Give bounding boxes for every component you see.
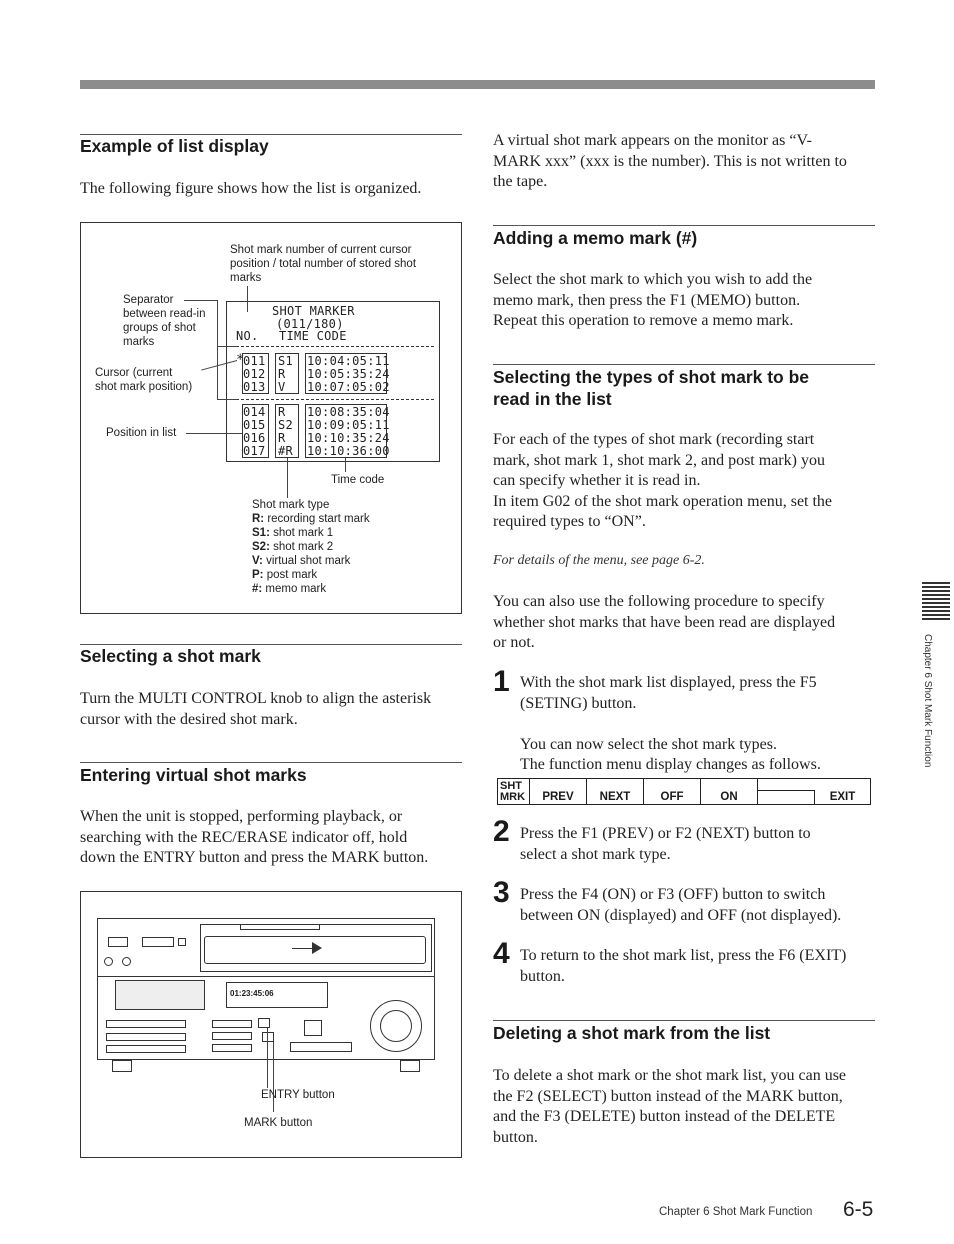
callout-cursor: Cursor (current shot mark position) — [95, 367, 193, 393]
screen-col-tc: TIME CODE — [279, 329, 347, 343]
section-rule — [493, 225, 875, 226]
device-time-code: 01:23:45:06 — [230, 989, 274, 998]
types-paragraph: For each of the types of shot mark (recording start mark, shot mark 1, shot mark 2, and post mark) you can specify whether it is read in. In item G02 of the shot mark operation menu, set the required types to “ON”. — [493, 431, 833, 530]
screen-col-no: NO. — [236, 329, 259, 343]
menu-reference-note: For details of the menu, see page 6-2. — [493, 553, 705, 568]
row-no: 011 — [243, 354, 266, 368]
screen-title: SHOT MARKER — [272, 304, 355, 318]
row-type: R — [278, 431, 286, 445]
step-number: 3 — [493, 876, 510, 909]
step-4-text: To return to the shot mark list, press the F6 (EXIT) button. — [520, 947, 847, 985]
menu-item-f2: NEXT — [587, 779, 644, 804]
callout-time-code: Time code — [331, 474, 385, 486]
menu-title: SHT MRK — [498, 779, 530, 804]
row-no: 012 — [243, 367, 266, 381]
heading-virtual-shot-marks: Entering virtual shot marks — [80, 765, 307, 785]
step-number: 2 — [493, 815, 510, 848]
step-number: 4 — [493, 937, 510, 970]
heading-deleting: Deleting a shot mark from the list — [493, 1023, 771, 1043]
screen-counter: (011/180) — [276, 317, 344, 331]
asterisk-cursor: * — [236, 352, 245, 368]
row-type: V — [278, 380, 286, 394]
row-no: 017 — [243, 444, 266, 458]
leader-line — [217, 399, 237, 400]
callout-shot-number: Shot mark number of current cursor position / total number of stored shot marks — [230, 244, 417, 284]
callout-separator: Separator between read-in groups of shot marks — [123, 294, 206, 348]
step-3-text: Press the F4 (ON) or F3 (OFF) button to switch between ON (displayed) and OFF (not displayed). — [520, 886, 842, 924]
menu-item-f3: OFF — [644, 779, 701, 804]
leader-line — [217, 346, 237, 347]
step-number: 1 — [493, 665, 510, 698]
header-separator — [236, 346, 434, 347]
step-1-text: With the shot mark list displayed, press the F5 (SETING) button. You can now select the shot mark types. The function menu display changes as follows. — [520, 674, 821, 773]
row-type: R — [278, 367, 286, 381]
side-chapter-label: Chapter 6 Shot Mark Function — [922, 634, 933, 768]
page-number: 6-5 — [843, 1198, 874, 1221]
callout-position: Position in list — [106, 427, 177, 439]
menu-item-f6: EXIT — [829, 791, 856, 803]
row-no: 016 — [243, 431, 266, 445]
leader-line — [247, 286, 248, 312]
callout-mark-button: MARK button — [244, 1117, 313, 1129]
group-separator — [236, 399, 434, 400]
row-type: S2 — [278, 418, 294, 432]
callout-shot-mark-type: Shot mark type R: recording start mark S1: shot mark 1 S2: shot mark 2 V: virtual shot mark P: post mark #: memo mark — [252, 499, 370, 595]
menu-item-f1: PREV — [530, 779, 587, 804]
row-no: 013 — [243, 380, 266, 394]
heading-example-list: Example of list display — [80, 136, 269, 156]
selecting-paragraph: Turn the MULTI CONTROL knob to align the asterisk cursor with the desired shot mark. — [80, 690, 432, 728]
row-type: S1 — [278, 354, 294, 368]
example-intro: The following figure shows how the list is organized. — [80, 180, 422, 197]
row-no: 015 — [243, 418, 266, 432]
row-time-code: 10:05:35:24 — [307, 367, 390, 381]
heading-selecting-shot-mark: Selecting a shot mark — [80, 646, 261, 666]
menu-item-f5 — [758, 790, 815, 804]
procedure-intro: You can also use the following procedure to specify whether shot marks that have been read are displayed or not. — [493, 593, 836, 651]
row-time-code: 10:08:35:04 — [307, 405, 390, 419]
heading-select-types: Selecting the types of shot mark to be read in the list — [493, 367, 810, 409]
row-type: R — [278, 405, 286, 419]
row-no: 014 — [243, 405, 266, 419]
callout-entry-button: ENTRY button — [261, 1089, 335, 1101]
header-bar — [80, 80, 875, 89]
section-rule — [80, 762, 462, 763]
memo-paragraph: Select the shot mark to which you wish to add the memo mark, then press the F1 (MEMO) button. Repeat this operation to remove a memo mark. — [493, 271, 813, 329]
heading-memo-mark: Adding a memo mark (#) — [493, 228, 698, 248]
leader-line — [267, 1028, 268, 1088]
row-time-code: 10:10:36:00 — [307, 444, 390, 458]
menu-item-f4: ON — [701, 779, 758, 804]
chapter-thumb-tab — [922, 582, 950, 624]
vmark-paragraph: A virtual shot mark appears on the monitor as “V- MARK xxx” (xxx is the number). This is not written to the tape. — [493, 132, 847, 190]
step-2-text: Press the F1 (PREV) or F2 (NEXT) button to select a shot mark type. — [520, 825, 811, 863]
row-time-code: 10:04:05:11 — [307, 354, 390, 368]
function-menu-display — [497, 778, 871, 805]
leader-line — [345, 458, 346, 472]
row-time-code: 10:09:05:11 — [307, 418, 390, 432]
row-time-code: 10:07:05:02 — [307, 380, 390, 394]
leader-line — [287, 458, 288, 498]
leader-line — [186, 433, 242, 434]
footer-chapter: Chapter 6 Shot Mark Function — [659, 1206, 813, 1218]
leader-line — [184, 300, 218, 301]
leader-line — [217, 300, 218, 399]
section-rule — [493, 364, 875, 365]
row-type: #R — [278, 444, 294, 458]
deleting-paragraph: To delete a shot mark or the shot mark list, you can use the F2 (SELECT) button instead of the MARK button, and the F3 (DELETE) button instead of the DELETE button. — [493, 1067, 847, 1146]
row-time-code: 10:10:35:24 — [307, 431, 390, 445]
virtual-paragraph: When the unit is stopped, performing playback, or searching with the REC/ERASE indicator off, hold down the ENTRY button and press the MARK button. — [80, 808, 429, 866]
section-rule — [493, 1020, 875, 1021]
